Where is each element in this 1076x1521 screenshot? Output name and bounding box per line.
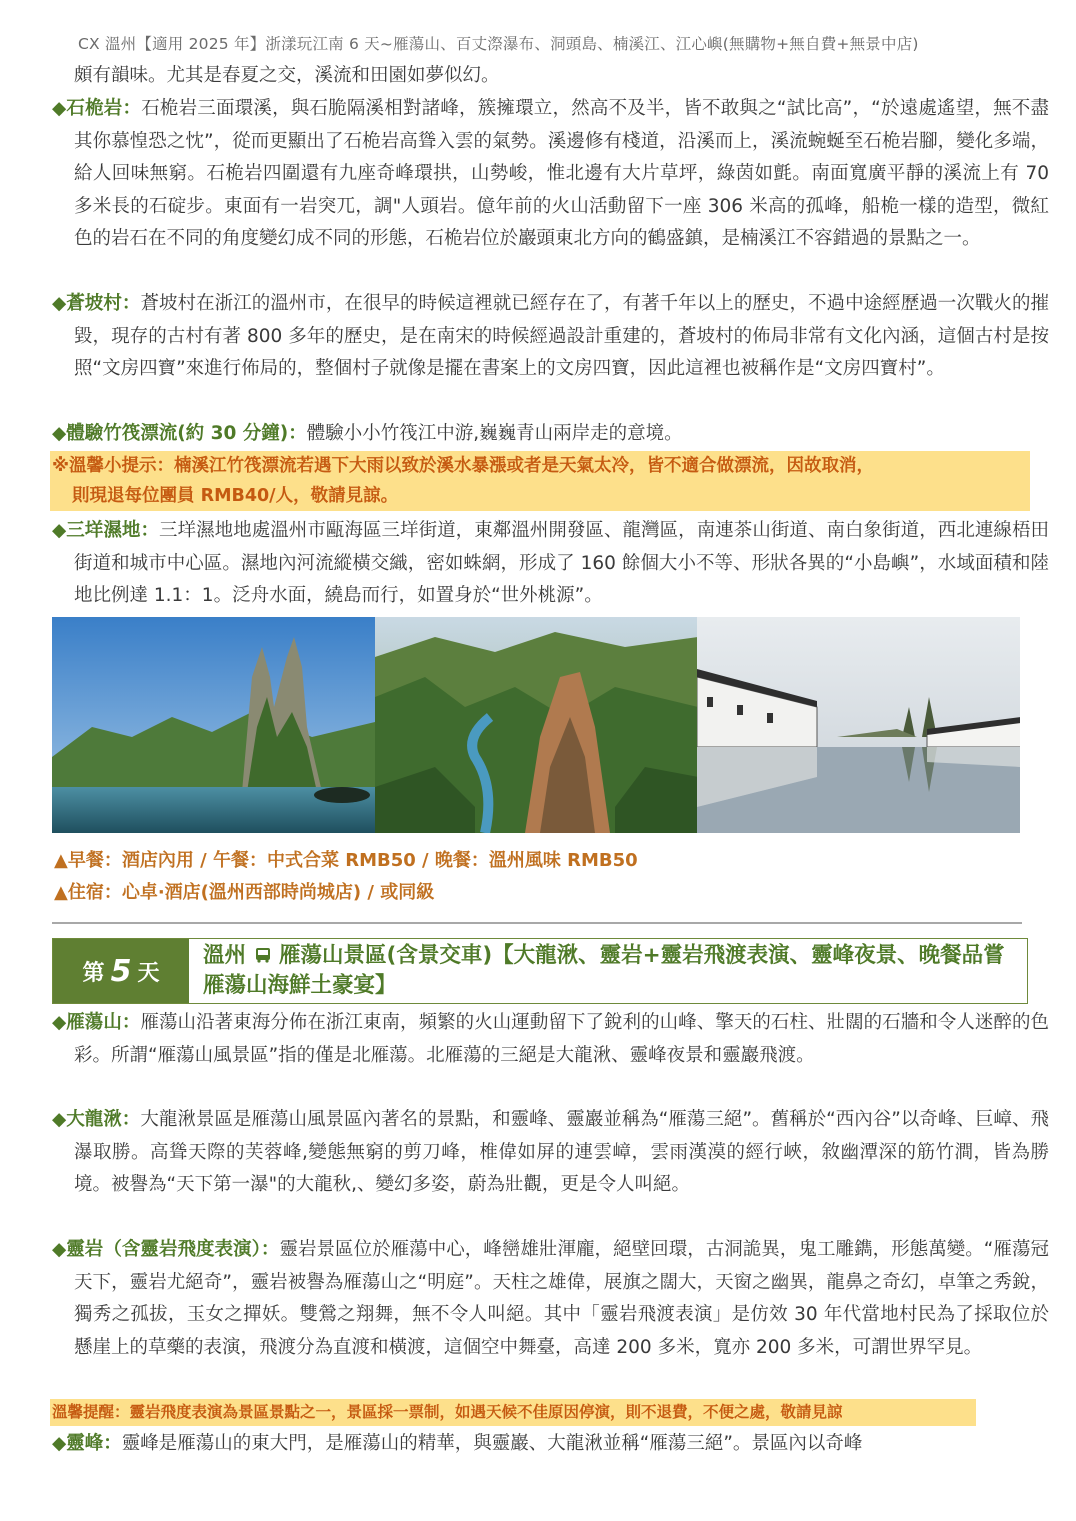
warning-rafting — [50, 451, 1030, 511]
section-text: 靈峰是雁蕩山的東大門，是雁蕩山的精華，與靈巖、大龍湫並稱“雁蕩三絕”。景區內以奇峰 — [121, 1433, 863, 1454]
section-text: 雁蕩山沿著東海分佈在浙江東南，頻繁的火山運動留下了銳利的山峰、擎天的石柱、壯闊的石牆和令人迷醉的色彩。所謂“雁蕩山風景區”指的僅是北雁蕩。北雁蕩的三絕是大龍湫、靈峰夜景和靈巖飛渡。 — [74, 1012, 1049, 1066]
section-divider — [52, 922, 1022, 924]
section-title: ◆靈岩（含靈岩飛度表演）： — [52, 1239, 280, 1260]
photo-canyon-aerial — [375, 617, 698, 833]
section-text: 靈岩景區位於雁蕩中心，峰巒雄壯渾龐，絕壁回環，古洞詭異，鬼工雕鐫，形態萬變。“雁蕩冠天下，靈岩尤絕奇”，靈岩被譽為雁蕩山之“明庭”。天柱之雄偉，展旗之闊大，天窗之幽異，龍鼻之奇幻，卓筆之秀銳，獨秀之孤拔，玉女之撣妖。雙鶯之翔舞，無不令人叫絕。其中「靈岩飛渡表演」是仿效 30 年代當地村民為了採取位於懸崖上的草藥的表演，飛渡分為直渡和橫渡，這個空中舞臺，高達 200 多米，寬亦 200 多米，可謂世界罕見。 — [74, 1239, 1050, 1358]
section-text: 體驗小小竹筏江中游,巍巍青山兩岸走的意境。 — [306, 423, 683, 444]
section-title: ◆大龍湫： — [52, 1109, 141, 1130]
section-title: ◆蒼坡村： — [52, 293, 141, 314]
intro-paragraph — [52, 60, 1049, 93]
section-text: 三垟濕地地處溫州市甌海區三垟街道，東鄰溫州開發區、龍灣區，南連茶山街道、南白象街道，西北連線梧田街道和城市中心區。濕地內河流縱橫交織，密如蛛網，形成了 160 餘個大小不等、形狀各異的“小島嶼”，水域面積和陸地比例達 1.1：1。泛舟水面，繞島而行，如置身於“世外桃源”。 — [74, 520, 1049, 606]
section-dalongqiu — [52, 1104, 1049, 1202]
hotel-info: ▲住宿：心卓·酒店(溫州西部時尚城店) / 或同級 — [54, 882, 435, 903]
document-header: CX 溫州【適用 2025 年】浙漾玩江南 6 天~雁蕩山、百丈漈瀑布、洞頭島、楠溪江、江心嶼(無購物+無自費+無景中店) — [78, 35, 919, 53]
photo-strip — [52, 617, 1020, 833]
meal-info: ▲早餐：酒店內用 / 午餐：中式合菜 RMB50 / 晚餐：溫州風味 RMB50 — [54, 850, 638, 871]
warning-lingyan: 溫馨提醒：靈岩飛度表演為景區景點之一，景區採一票制，如遇天候不佳原因停演，則不退費，不便之處，敬請見諒 — [50, 1399, 976, 1426]
warning-line-2: 則現退每位團員 RMB40/人，敬請見諒。 — [72, 486, 399, 506]
section-lingfeng — [52, 1428, 1049, 1461]
section-title: ◆石桅岩： — [52, 98, 142, 119]
section-lingyan — [52, 1234, 1049, 1364]
photo-shiweiyan-peaks — [52, 617, 375, 833]
section-title: ◆體驗竹筏漂流(約 30 分鐘)： — [52, 423, 307, 444]
section-text: 石桅岩三面環溪，與石脆隔溪相對諸峰，簇擁環立，然高不及半，皆不敢與之“試比高”，“於遠處遙望，無不盡其你慕惶恐之忱”，從而更顯出了石桅岩高聳入雲的氣勢。溪邊修有棧道，沿溪而上，溪流蜿蜒至石桅岩腳，變化多端，給人回味無窮。石桅岩四圍還有九座奇峰環拱，山勢峻，惟北邊有大片草坪，綠茵如氈。南面寬廣平靜的溪流上有 70 多米長的石碇步。東面有一岩突兀，調"人頭岩。億年前的火山活動留下一座 306 米高的孤峰，船桅一樣的造型，微紅色的岩石在不同的角度變幻成不同的形態，石桅岩位於巖頭東北方向的鶴盛鎮，是楠溪江不容錯過的景點之一。 — [74, 98, 1049, 249]
section-text: 大龍湫景區是雁蕩山風景區內著名的景點，和靈峰、靈巖並稱為“雁蕩三絕”。舊稱於“西內谷”以奇峰、巨嶂、飛瀑取勝。高聳天際的芙蓉峰,變態無窮的剪刀峰，椎偉如屏的連雲嶂，雲雨漢漠的經行峽，敘幽潭深的筋竹澗，皆為勝境。被譽為“天下第一瀑"的大龍秋,、變幻多姿，蔚為壯觀，更是令人叫絕。 — [74, 1109, 1049, 1195]
bus-icon — [254, 940, 272, 970]
section-yandangshan — [52, 1007, 1049, 1072]
day-label — [53, 939, 189, 1003]
section-sanyang — [52, 515, 1049, 613]
day-header — [52, 938, 1028, 1004]
section-shiweiyan — [52, 93, 1049, 256]
day-title-route: 雁蕩山景區(含景交車)【大龍湫、靈岩+靈岩飛渡表演、靈峰夜景、晚餐品嘗雁蕩山海鮮土豪宴】 — [203, 943, 1005, 998]
section-title: ◆雁蕩山： — [52, 1012, 141, 1033]
warning-line-1: ※溫馨小提示：楠溪江竹筏漂流若遇下大雨以致於溪水暴漲或者是天氣太冷，皆不適合做漂流，因故取消， — [52, 456, 875, 476]
section-title: ◆三垟濕地： — [52, 520, 159, 541]
day-title — [189, 939, 1027, 1003]
section-title: ◆靈峰： — [52, 1433, 122, 1454]
section-text: 蒼坡村在浙江的溫州市，在很早的時候這裡就已經存在了，有著千年以上的歷史，不過中途經歷過一次戰火的摧毀，現存的古村有著 800 多年的歷史，是在南宋的時候經過設計重建的，蒼坡村的佈局非常有文化內涵，這個古村是按照“文房四寶”來進行佈局的，整個村子就像是擺在書案上的文房四寶，因此這裡也被稱作是“文房四寶村”。 — [74, 293, 1049, 379]
day-prefix: 第 — [82, 960, 105, 986]
intro-text: 頗有韻味。尤其是春夏之交，溪流和田園如夢似幻。 — [74, 65, 500, 86]
day-title-origin: 溫州 — [203, 943, 247, 968]
day-suffix: 天 — [137, 960, 160, 986]
day-number: 5 — [110, 953, 132, 989]
section-cangpo — [52, 288, 1049, 386]
section-rafting — [52, 418, 1049, 451]
photo-village-reflection — [697, 617, 1020, 833]
